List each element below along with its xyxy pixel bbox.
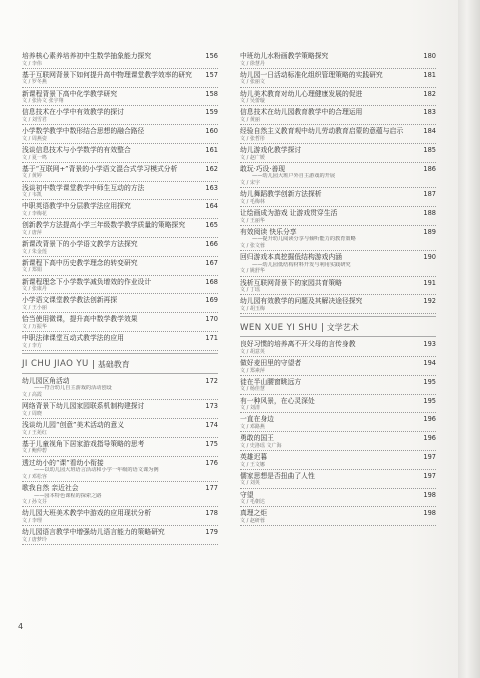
- section-heading-literature-art: [240, 322, 436, 333]
- toc-entry-author: 文 / 毛梅林: [240, 198, 265, 205]
- toc-entry-separator: [240, 294, 436, 295]
- toc-entry-title[interactable]: 浅谈初中数学课堂教学中师生互动的方法: [22, 183, 145, 192]
- toc-entry-page-number: 175: [205, 439, 218, 448]
- toc-entry-page-number: 157: [205, 70, 218, 79]
- section-heading-bar: [322, 323, 323, 332]
- toc-entry-author: 文 / 郑素萍: [240, 367, 265, 374]
- toc-entry-page-number: 163: [205, 183, 218, 192]
- toc-entry-title[interactable]: 浅析互联网背景下的家园共育策略: [240, 278, 342, 287]
- toc-entry-title[interactable]: 中职英语教学中分层教学法应用探究: [22, 202, 131, 211]
- toc-entry-author: 文 / 徐慧丹: [240, 60, 265, 67]
- toc-entry-author: 文 / 赵研蓉: [240, 517, 265, 524]
- section-heading-en: WEN XUE YI SHU: [240, 322, 318, 333]
- toc-entry[interactable]: [22, 52, 218, 69]
- toc-entry-page-number: 195: [423, 377, 436, 386]
- toc-entry-page-number: 169: [205, 296, 218, 305]
- toc-entry-title[interactable]: 信息技术在幼儿园教育教学中的合理运用: [240, 108, 363, 117]
- toc-entry[interactable]: [240, 253, 436, 276]
- toc-entry-author: 文 / 赵广媛: [240, 154, 265, 161]
- toc-entry[interactable]: [240, 127, 436, 144]
- toc-entry-title[interactable]: 幼儿园大班美术教学中游戏的应用现状分析: [22, 509, 152, 518]
- toc-entry-author: 文 / 唐梦玲: [22, 536, 47, 543]
- toc-entry-page-number: 198: [423, 490, 436, 499]
- toc-entry-page-number: 183: [423, 108, 436, 117]
- toc-entry-title[interactable]: 徒在半山腰窗眺远方: [240, 377, 302, 386]
- toc-entry-separator: [22, 124, 218, 125]
- toc-entry-title[interactable]: 一直在身边: [240, 415, 274, 424]
- toc-entry-title[interactable]: 小学数学教学中数形结合思想的融合路径: [22, 127, 145, 136]
- toc-entry-separator: [22, 218, 218, 219]
- toc-entry[interactable]: [240, 146, 436, 163]
- toc-entry-author: 文 / 王文娜: [240, 461, 265, 468]
- toc-entry-page-number: 162: [205, 164, 218, 173]
- toc-entry-page-number: 184: [423, 127, 436, 136]
- toc-entry-separator: [240, 68, 436, 69]
- toc-entry-page-number: 194: [423, 358, 436, 367]
- toc-entry-separator: [240, 394, 436, 395]
- toc-entry-page-number: 171: [205, 333, 218, 342]
- toc-entry-separator: [240, 450, 436, 451]
- toc-entry[interactable]: [22, 509, 218, 526]
- toc-entry[interactable]: [22, 296, 218, 313]
- toc-entry-subtitle: ——提升幼儿阅读分享与倾听能力的教育策略: [252, 236, 356, 243]
- toc-entry-separator: [240, 276, 436, 277]
- section-heading-cn: 基础教育: [97, 359, 130, 369]
- toc-entry-title[interactable]: 小学语文课堂教学教法创新再探: [22, 296, 118, 305]
- toc-entry-author: 文 / 张丽文: [240, 79, 265, 86]
- toc-entry-separator: [240, 375, 436, 376]
- toc-entry-page-number: 181: [423, 70, 436, 79]
- toc-entry[interactable]: [22, 402, 218, 419]
- toc-entry-page-number: 176: [205, 458, 218, 467]
- toc-entry-author: 文 / 毛朝达: [240, 499, 265, 506]
- toc-entry-author: 文 / 丁瑶: [240, 287, 260, 294]
- toc-entry-title[interactable]: 幼儿园一日活动标准化组织管理策略的实践研究: [240, 70, 383, 79]
- toc-entry-title[interactable]: 浅谈信息技术与小学数学的有效整合: [22, 145, 131, 154]
- toc-entry-title[interactable]: 英雄迟暮: [240, 452, 268, 461]
- toc-entry-page-number: 156: [205, 52, 218, 60]
- toc-entry-separator: [22, 399, 218, 400]
- toc-entry-separator: [240, 356, 436, 357]
- toc-entry[interactable]: [22, 184, 218, 201]
- toc-entry[interactable]: [240, 190, 436, 207]
- toc-entry-page-number: 161: [205, 145, 218, 154]
- toc-entry-title[interactable]: 有效阅读 快乐分享: [240, 227, 297, 236]
- toc-entry-title[interactable]: 敢玩·巧设·善现: [240, 164, 286, 173]
- toc-entry-title[interactable]: 良好习惯的培养离不开父母的言传身教: [240, 340, 356, 349]
- toc-entry-author: 文 / 周燕姿: [22, 135, 47, 142]
- toc-entry-author: 文 / 韦凯: [22, 192, 42, 199]
- toc-entry[interactable]: [22, 90, 218, 107]
- toc-entry-separator: [240, 431, 436, 432]
- toc-entry-title[interactable]: 新课改背景下的小学语文教学方法探究: [22, 239, 138, 248]
- section-heading-en: JI CHU JIAO YU: [22, 359, 89, 370]
- toc-entry-author: 文 / 胡玉梅: [240, 305, 265, 312]
- toc-entry-title[interactable]: 幼儿游戏化教学探讨: [240, 145, 302, 154]
- toc-entry[interactable]: [22, 259, 218, 276]
- toc-entry-author: 文 / 朱金莲: [22, 248, 47, 255]
- toc-entry-page-number: 197: [423, 471, 436, 480]
- toc-entry-author: 文 / 邓路燕: [240, 423, 265, 430]
- toc-entry-title[interactable]: 守望: [240, 490, 254, 499]
- toc-entry[interactable]: [240, 52, 436, 69]
- toc-entry[interactable]: [240, 340, 436, 357]
- toc-entry[interactable]: [240, 434, 436, 451]
- toc-entry-page-number: 182: [423, 89, 436, 98]
- toc-entry-author: 文 / 李梅花: [22, 210, 47, 217]
- toc-entry-author: 文 / 宋宇: [240, 179, 260, 186]
- toc-entry-separator: [22, 544, 218, 545]
- toc-entry-page-number: 164: [205, 202, 218, 211]
- toc-entry[interactable]: [240, 491, 436, 508]
- toc-entry-title[interactable]: 新课程背景下高中化学教学研究: [22, 89, 118, 98]
- toc-entry-separator: [22, 87, 218, 88]
- toc-entry-title[interactable]: 培养核心素养培养初中生数学抽象能力探究: [22, 52, 152, 60]
- page-number: 4: [18, 622, 24, 631]
- toc-entry[interactable]: [22, 127, 218, 144]
- toc-entry-title[interactable]: 幼儿园语言教学中增强幼儿语言能力的策略研究: [22, 528, 165, 537]
- toc-entry-separator: [22, 162, 218, 163]
- toc-entry-subtitle: ——幼儿园大班户外自主游戏的开展: [252, 173, 336, 180]
- toc-entry-author: 文 / 鲍仲碧: [22, 448, 47, 455]
- toc-entry-separator: [240, 506, 436, 507]
- toc-entry-page-number: 166: [205, 239, 218, 248]
- toc-entry-separator: [240, 250, 436, 251]
- section-heading-bar: [93, 360, 94, 369]
- toc-entry-title[interactable]: 恰当使用微课，提升高中数学教学效果: [22, 315, 138, 324]
- toc-entry[interactable]: [22, 315, 218, 332]
- toc-entry[interactable]: [22, 278, 218, 295]
- toc-entry-title[interactable]: 歌我自然 亲近社会: [22, 483, 79, 492]
- toc-entry-separator: [240, 87, 436, 88]
- toc-entry-page-number: 167: [205, 258, 218, 267]
- toc-entry-page-number: 188: [423, 208, 436, 217]
- section-heading-basic-education: [22, 359, 218, 370]
- toc-entry-page-number: 178: [205, 509, 218, 518]
- toc-entry-author: 文 / 王丽华: [240, 217, 265, 224]
- toc-entry-separator: [22, 275, 218, 276]
- toc-entry[interactable]: [240, 279, 436, 296]
- toc-entry-author: 文 / 刘清: [240, 405, 260, 412]
- section-divider: [240, 316, 436, 317]
- toc-entry-separator: [22, 437, 218, 438]
- toc-entry-author: 文 / 周晓: [22, 410, 42, 417]
- toc-entry-author: 文 / 张协文 张宇翔: [22, 98, 64, 105]
- toc-entry-title[interactable]: 基于儿童视角下居家游戏指导策略的思考: [22, 439, 145, 448]
- toc-entry-author: 文 / 王小丽: [22, 304, 47, 311]
- toc-entry-separator: [240, 105, 436, 106]
- toc-entry[interactable]: [22, 459, 218, 482]
- toc-entry-page-number: 158: [205, 89, 218, 98]
- toc-entry-author: 文 / 张哲彤: [240, 135, 265, 142]
- toc-entry-page-number: 189: [423, 227, 436, 236]
- toc-entry-page-number: 197: [423, 452, 436, 461]
- toc-entry-author: 文 / 姚舒华: [240, 268, 265, 275]
- toc-list-bottom-left: [22, 377, 218, 545]
- toc-entry-title[interactable]: 透过幼小的“课”看幼小衔接: [22, 458, 104, 467]
- page-spine-shadow: [458, 0, 480, 678]
- toc-entry-author: 文 / 吴蕾璇: [240, 98, 265, 105]
- toc-entry-separator: [240, 412, 436, 413]
- toc-entry-title[interactable]: 幼儿舞蹈教学创新方法探析: [240, 190, 322, 199]
- toc-entry-title[interactable]: 基于“互联网+”背景的小学语文混合式学习模式分析: [22, 164, 178, 173]
- toc-entry-separator: [22, 256, 218, 257]
- toc-list-bottom-right: [240, 340, 436, 526]
- toc-entry-separator: [240, 525, 436, 526]
- toc-entry-title[interactable]: 创新教学方法提高小学三年级数学教学质量的策略探究: [22, 221, 186, 230]
- toc-entry-author: 文 / 张康丹: [22, 286, 47, 293]
- toc-entry-author: 文 / 邓松容: [22, 473, 47, 480]
- toc-entry-page-number: 168: [205, 277, 218, 286]
- toc-entry-page-number: 196: [423, 434, 436, 443]
- toc-entry-title[interactable]: 真理之炬: [240, 509, 268, 518]
- toc-entry-separator: [240, 124, 436, 125]
- toc-entry-title[interactable]: 儒家思想是否扭曲了人性: [240, 471, 315, 480]
- toc-entry[interactable]: [22, 377, 218, 400]
- toc-entry-author: 文 / 李理: [22, 517, 42, 524]
- toc-entry-page-number: 173: [205, 402, 218, 411]
- toc-entry[interactable]: [22, 440, 218, 457]
- section-heading-cn: 文学艺术: [326, 323, 359, 333]
- toc-entry-title[interactable]: 幼儿美术教育对幼儿心理健康发展的促进: [240, 89, 363, 98]
- toc-entry-page-number: 159: [205, 108, 218, 117]
- toc-entry-separator: [240, 187, 436, 188]
- toc-entry-separator: [22, 331, 218, 332]
- toc-entry-title[interactable]: 勇敢的国王: [240, 434, 274, 443]
- toc-entry-author: 文 / 李方: [22, 342, 42, 349]
- section-divider: [22, 373, 218, 374]
- toc-entry-author: 文 / 刘雪君: [22, 116, 47, 123]
- toc-entry-separator: [22, 199, 218, 200]
- toc-entry-separator: [22, 350, 218, 351]
- toc-list-top-left: [22, 52, 218, 351]
- toc-entry-page-number: 195: [423, 396, 436, 405]
- toc-entry-page-number: 177: [205, 483, 218, 492]
- toc-entry-page-number: 179: [205, 528, 218, 537]
- toc-entry[interactable]: [240, 209, 436, 226]
- toc-right-column: [240, 52, 436, 528]
- toc-entry[interactable]: [240, 415, 436, 432]
- toc-entry[interactable]: [240, 509, 436, 526]
- toc-entry-separator: [240, 143, 436, 144]
- toc-entry-separator: [240, 225, 436, 226]
- toc-entry-separator: [22, 143, 218, 144]
- toc-entry[interactable]: [22, 484, 218, 507]
- toc-entry-title[interactable]: 新课程下高中历史教学理念的转变研究: [22, 258, 138, 267]
- toc-entry-page-number: 165: [205, 221, 218, 230]
- toc-entry-title[interactable]: 基于互联网背景下如何提升高中物理课堂教学效率的研究: [22, 70, 192, 79]
- toc-entry-separator: [22, 312, 218, 313]
- toc-list-top-right: [240, 52, 436, 314]
- toc-entry-title[interactable]: 有一种风景，在心灵深处: [240, 396, 315, 405]
- toc-entry-title[interactable]: 网络背景下幼儿园家园联系机制构建探讨: [22, 402, 145, 411]
- toc-entry-page-number: 187: [423, 190, 436, 199]
- toc-entry-page-number: 191: [423, 278, 436, 287]
- toc-entry-title[interactable]: 让绘画成为游戏 让游戏贯穿生活: [240, 208, 338, 217]
- toc-entry-author: 文 / 李伟: [22, 60, 42, 67]
- toc-entry-title[interactable]: 中班幼儿水粉画教学策略探究: [240, 52, 329, 60]
- toc-entry[interactable]: [22, 421, 218, 438]
- toc-entry-separator: [22, 181, 218, 182]
- toc-entry-page-number: 174: [205, 420, 218, 429]
- toc-entry-separator: [22, 481, 218, 482]
- toc-entry-author: 文 / 孙文芬: [22, 499, 47, 506]
- toc-entry-subtitle: ——园本特色课程的探索之路: [34, 492, 102, 499]
- toc-entry-title[interactable]: 经验自然主义教育观中幼儿劳动教育启蒙的意蕴与启示: [240, 127, 404, 136]
- toc-entry-author: 文 / 刘英: [240, 480, 260, 487]
- toc-entry-page-number: 180: [423, 52, 436, 60]
- toc-entry[interactable]: [240, 108, 436, 125]
- toc-entry-title[interactable]: 幼儿园区角活动: [22, 376, 70, 385]
- toc-entry-author: 文 / 王苑红: [22, 429, 47, 436]
- toc-entry-author: 文 / 高霞: [22, 391, 42, 398]
- toc-entry[interactable]: [22, 240, 218, 257]
- toc-entry[interactable]: [240, 90, 436, 107]
- toc-entry-separator: [240, 206, 436, 207]
- toc-entry-title[interactable]: 信息技术在小学中有效教学的探讨: [22, 108, 124, 117]
- toc-entry-page-number: 185: [423, 145, 436, 154]
- toc-entry-separator: [240, 488, 436, 489]
- toc-entry[interactable]: [240, 165, 436, 188]
- toc-entry-title[interactable]: 回归游戏本真挖掘低结构游戏内涵: [240, 253, 342, 262]
- toc-entry-page-number: 186: [423, 164, 436, 173]
- toc-entry-separator: [240, 162, 436, 163]
- toc-entry[interactable]: [22, 165, 218, 182]
- toc-entry-author: 文 / 夏一鸣: [22, 154, 47, 161]
- toc-entry[interactable]: [240, 228, 436, 251]
- toc-entry[interactable]: [22, 528, 218, 545]
- toc-entry-author: 文 / 万振华: [22, 323, 47, 330]
- toc-entry-separator: [22, 68, 218, 69]
- toc-entry-author: 文 / 史洛瑶 文广海: [240, 442, 282, 449]
- toc-entry[interactable]: [22, 146, 218, 163]
- toc-entry-separator: [22, 293, 218, 294]
- toc-entry[interactable]: [22, 71, 218, 88]
- toc-entry[interactable]: [22, 334, 218, 351]
- toc-entry-page-number: 170: [205, 315, 218, 324]
- toc-entry-separator: [22, 418, 218, 419]
- toc-entry-author: 文 / 罗冬燕: [22, 79, 47, 86]
- section-divider: [240, 336, 436, 337]
- toc-entry-separator: [22, 237, 218, 238]
- toc-entry-author: 文 / 黄丽: [240, 116, 260, 123]
- toc-entry-author: 文 / 张文蓉: [240, 242, 265, 249]
- toc-entry-separator: [22, 105, 218, 106]
- toc-entry[interactable]: [240, 453, 436, 470]
- toc-entry[interactable]: [240, 297, 436, 314]
- toc-left-column: [22, 52, 218, 547]
- toc-entry-page-number: 172: [205, 376, 218, 385]
- toc-entry-separator: [240, 313, 436, 314]
- toc-entry[interactable]: [240, 378, 436, 395]
- toc-entry-title[interactable]: 浅谈幼儿园“创意”美术活动的意义: [22, 420, 125, 429]
- toc-entry-subtitle: ——符合幼儿自主游戏的活动创设: [34, 385, 112, 392]
- toc-entry-page-number: 190: [423, 253, 436, 262]
- toc-entry-separator: [22, 525, 218, 526]
- toc-entry[interactable]: [22, 108, 218, 125]
- toc-entry[interactable]: [240, 472, 436, 489]
- toc-entry-page-number: 196: [423, 415, 436, 424]
- toc-entry-title[interactable]: 中职法律课堂互动式教学法的应用: [22, 333, 124, 342]
- toc-entry[interactable]: [22, 221, 218, 238]
- toc-entry-author: 文 / 唐萍: [22, 229, 42, 236]
- toc-entry[interactable]: [22, 202, 218, 219]
- toc-entry-page-number: 193: [423, 340, 436, 349]
- toc-entry-author: 文 / 胡意英: [240, 348, 265, 355]
- toc-entry-page-number: 198: [423, 509, 436, 518]
- toc-entry-author: 文 / 郑娟: [22, 267, 42, 274]
- toc-entry-separator: [22, 506, 218, 507]
- toc-entry[interactable]: [240, 359, 436, 376]
- toc-entry-page-number: 192: [423, 297, 436, 306]
- toc-entry[interactable]: [240, 71, 436, 88]
- toc-entry[interactable]: [240, 397, 436, 414]
- toc-entry-title[interactable]: 做好麦田里的守望者: [240, 358, 302, 367]
- toc-entry-title[interactable]: 幼儿园有效教学的问题及其解决途径探究: [240, 297, 363, 306]
- toc-entry-author: 文 / 杨佳慧: [240, 386, 265, 393]
- section-divider: [22, 353, 218, 354]
- toc-entry-separator: [22, 456, 218, 457]
- toc-entry-subtitle: ——幼儿园低结构材料开发与利用实践研究: [252, 261, 351, 268]
- toc-entry-separator: [240, 469, 436, 470]
- toc-entry-author: 文 / 黄婷: [22, 173, 42, 180]
- toc-entry-subtitle: ——以幼儿园大班语言活动和小学一年级的语文课为例: [34, 467, 159, 474]
- toc-entry-page-number: 160: [205, 127, 218, 136]
- toc-entry-title[interactable]: 新课程理念下小学数学减负增效的作业设计: [22, 277, 152, 286]
